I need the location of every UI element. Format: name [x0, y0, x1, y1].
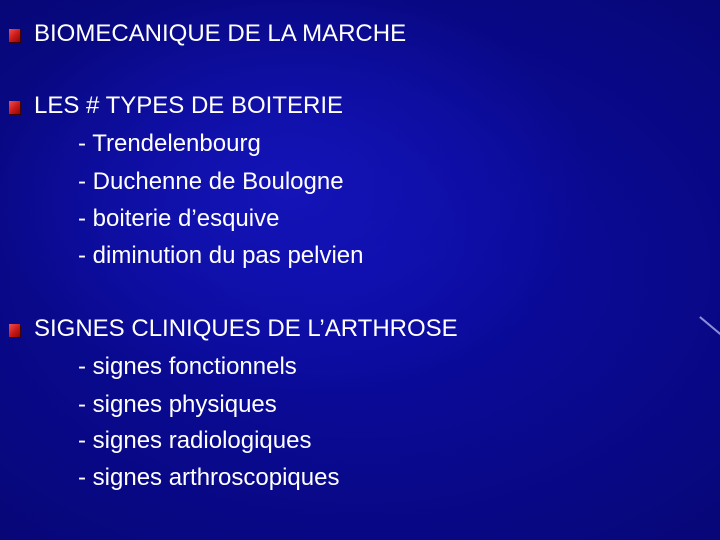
section-heading-types-boiterie: LES # TYPES DE BOITERIE: [34, 92, 343, 119]
list-item-trendelenbourg: - Trendelenbourg: [78, 130, 261, 157]
list-item-arthroscopiques: - signes arthroscopiques: [78, 464, 340, 491]
list-item-esquive: - boiterie d’esquive: [78, 205, 280, 232]
red-square-bullet-icon: [9, 324, 20, 337]
list-item-physiques: - signes physiques: [78, 391, 277, 418]
decorative-line: [700, 316, 720, 335]
red-square-bullet-icon: [9, 101, 20, 114]
section-heading-biomecanique: BIOMECANIQUE DE LA MARCHE: [34, 20, 407, 47]
list-item-pas-pelvien: - diminution du pas pelvien: [78, 242, 364, 269]
list-item-radiologiques: - signes radiologiques: [78, 427, 312, 454]
list-item-duchenne: - Duchenne de Boulogne: [78, 168, 344, 195]
red-square-bullet-icon: [9, 29, 20, 42]
list-item-fonctionnels: - signes fonctionnels: [78, 353, 297, 380]
section-heading-arthrose: SIGNES CLINIQUES DE L’ARTHROSE: [34, 315, 458, 342]
